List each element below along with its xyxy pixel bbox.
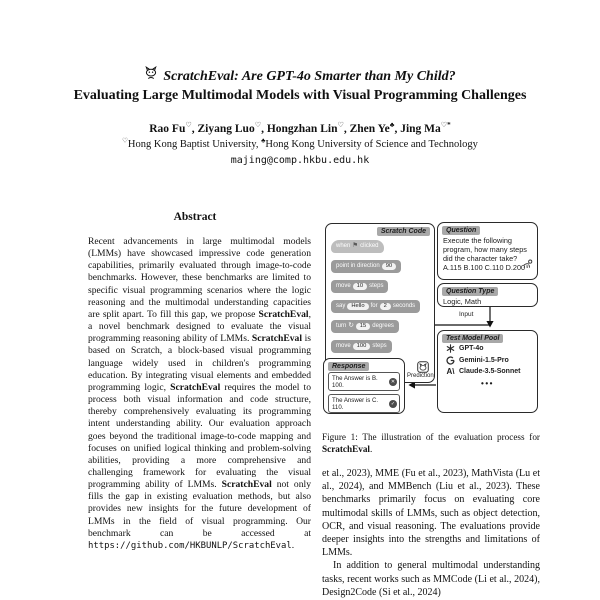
model-name: GPT-4o <box>459 345 484 352</box>
block-text: for <box>370 303 378 309</box>
anthropic-icon: A\ <box>446 367 455 376</box>
block-text: degrees <box>372 323 394 329</box>
response-panel <box>323 358 405 414</box>
block-text: seconds <box>392 303 416 309</box>
scratch-block <box>331 340 392 353</box>
block-text: clicked <box>360 243 379 250</box>
paper-title-line1 <box>0 66 600 85</box>
model-name: Claude-3.5-Sonnet <box>459 368 521 375</box>
question-type-label: Question Type <box>442 287 498 296</box>
model-row <box>445 356 537 365</box>
left-column <box>75 211 315 552</box>
model-row <box>445 367 537 376</box>
answer-row <box>328 394 400 413</box>
question-text: Execute the following program, how many steps did the character take? A.115 B.100 C.110 D.200 <box>443 236 527 272</box>
title-text-line1: ScratchEval: Are GPT-4o Smarter than My Child? <box>163 69 456 84</box>
model-name: Gemini-1.5-Pro <box>459 356 509 364</box>
block-input-value: 10 <box>353 283 367 290</box>
question-type-text: Logic, Math <box>443 297 482 306</box>
figure-1 <box>322 220 540 426</box>
affiliations: ♡Hong Kong Baptist University, ♣Hong Kong University of Science and Technology <box>122 137 478 150</box>
prediction-arrow-label: Prediction <box>407 373 434 379</box>
answer-list <box>324 372 404 413</box>
block-text: turn <box>336 323 347 329</box>
benchmark-url-link[interactable]: https://github.com/HKBUNLP/ScratchEval <box>88 540 292 551</box>
scratch-block <box>331 300 420 313</box>
model-list <box>438 344 537 376</box>
gemini-icon <box>445 356 456 365</box>
scratch-code-label: Scratch Code <box>377 227 430 236</box>
paper-title-line2: Evaluating Large Multimodal Models with Visual Programming Challenges <box>73 88 527 103</box>
contact-email: majing@comp.hkbu.edu.hk <box>230 155 370 166</box>
wrong-answer-icon: ✕ <box>390 378 396 385</box>
more-models-ellipsis: ••• <box>481 378 494 388</box>
block-text: steps <box>372 343 387 349</box>
question-type-panel <box>437 283 538 307</box>
block-text: say <box>336 303 346 309</box>
answer-text: The Answer is B. 100. <box>332 374 378 389</box>
scratch-blocks <box>331 240 431 360</box>
block-input-value: 2 <box>380 303 391 310</box>
correct-answer-icon: ✓ <box>390 400 396 407</box>
block-input-value: 90 <box>382 263 396 270</box>
scratch-block <box>331 260 401 273</box>
rotate-icon: ↻ <box>348 321 354 329</box>
test-model-pool-panel <box>437 330 538 413</box>
input-arrow-label: Input <box>459 311 474 318</box>
scratch-block <box>331 320 399 333</box>
body-paragraph-1: et al., 2023), MME (Fu et al., 2023), MathVista (Lu et al., 2024), and MMBench (Liu et al., 2023). These benchmarks primarily focus on evaluating core multimodal skills of LMMs, such as object detection, OCR, and visual reasoning. The evaluations provide deeper insights into the strengths and limitations of LMMs. <box>322 468 540 559</box>
block-text: when <box>336 243 351 250</box>
abstract-body: Recent advancements in large multimodal models (LMMs) have showcased impressive code generation capabilities, primarily evaluated through image-to-code benchmarks. However, these benchmarks are limited to specific visual programming scenarios where the logic reasoning and the multimodal understanding capacities are split apart. To fill this gap, we propose ScratchEval, a novel benchmark designed to evaluate the visual programming reasoning ability of LMMs. ScratchEval is based on Scratch, a block-based visual programming language widely used in children's programming education. By integrating visual elements and embedded programming logic, ScratchEval requires the model to process both visual information and code structure, thereby comprehensively evaluating its programming intent understanding ability. Our evaluation approach goes beyond the traditional image-to-code mapping and focuses on unified logical thinking and problem-solving abilities, providing a more comprehensive and challenging framework for evaluating the visual programming ability of LMMs. ScratchEval not only fills the gap in existing evaluation methods, but also provides new insights for the future development of LMMs in the field of visual programming. Our benchmark can be accessed at https://github.com/HKBUNLP/ScratchEval. <box>88 236 312 551</box>
character-icon <box>522 256 533 274</box>
scratch-block <box>331 240 384 253</box>
model-row <box>445 344 537 353</box>
paper-header <box>0 66 600 166</box>
block-input-value: Hello <box>347 303 368 310</box>
green-flag-icon: ⚑ <box>352 242 359 249</box>
block-text: point in direction <box>336 263 380 269</box>
figure-1-caption: Figure 1: The illustration of the evaluation process for ScratchEval. <box>322 432 540 454</box>
question-panel <box>437 222 538 280</box>
right-column-body <box>322 467 540 599</box>
response-label: Response <box>328 362 369 371</box>
abstract-heading: Abstract <box>173 211 217 223</box>
body-paragraph-2: In addition to general multimodal understanding tasks, recent works such as MMCode (Li et al., 2024), Design2Code (Si et al., 2024) <box>322 560 540 598</box>
block-text: move <box>336 343 351 349</box>
scratch-block <box>331 280 388 293</box>
answer-text: The Answer is C. 110. <box>332 396 379 411</box>
answer-row <box>328 372 400 391</box>
test-model-pool-label: Test Model Pool <box>442 334 503 343</box>
block-input-value: 15 <box>356 323 370 330</box>
author-list: Rao Fu♡, Ziyang Luo♡, Hongzhan Lin♡, Zhen Ye♣, Jing Ma♡* <box>149 121 451 135</box>
openai-icon <box>445 344 456 353</box>
question-label: Question <box>442 226 480 235</box>
block-input-value: 100 <box>353 343 371 350</box>
block-text: move <box>336 283 351 289</box>
scratch-cat-icon <box>144 66 158 85</box>
block-text: steps <box>369 283 384 289</box>
